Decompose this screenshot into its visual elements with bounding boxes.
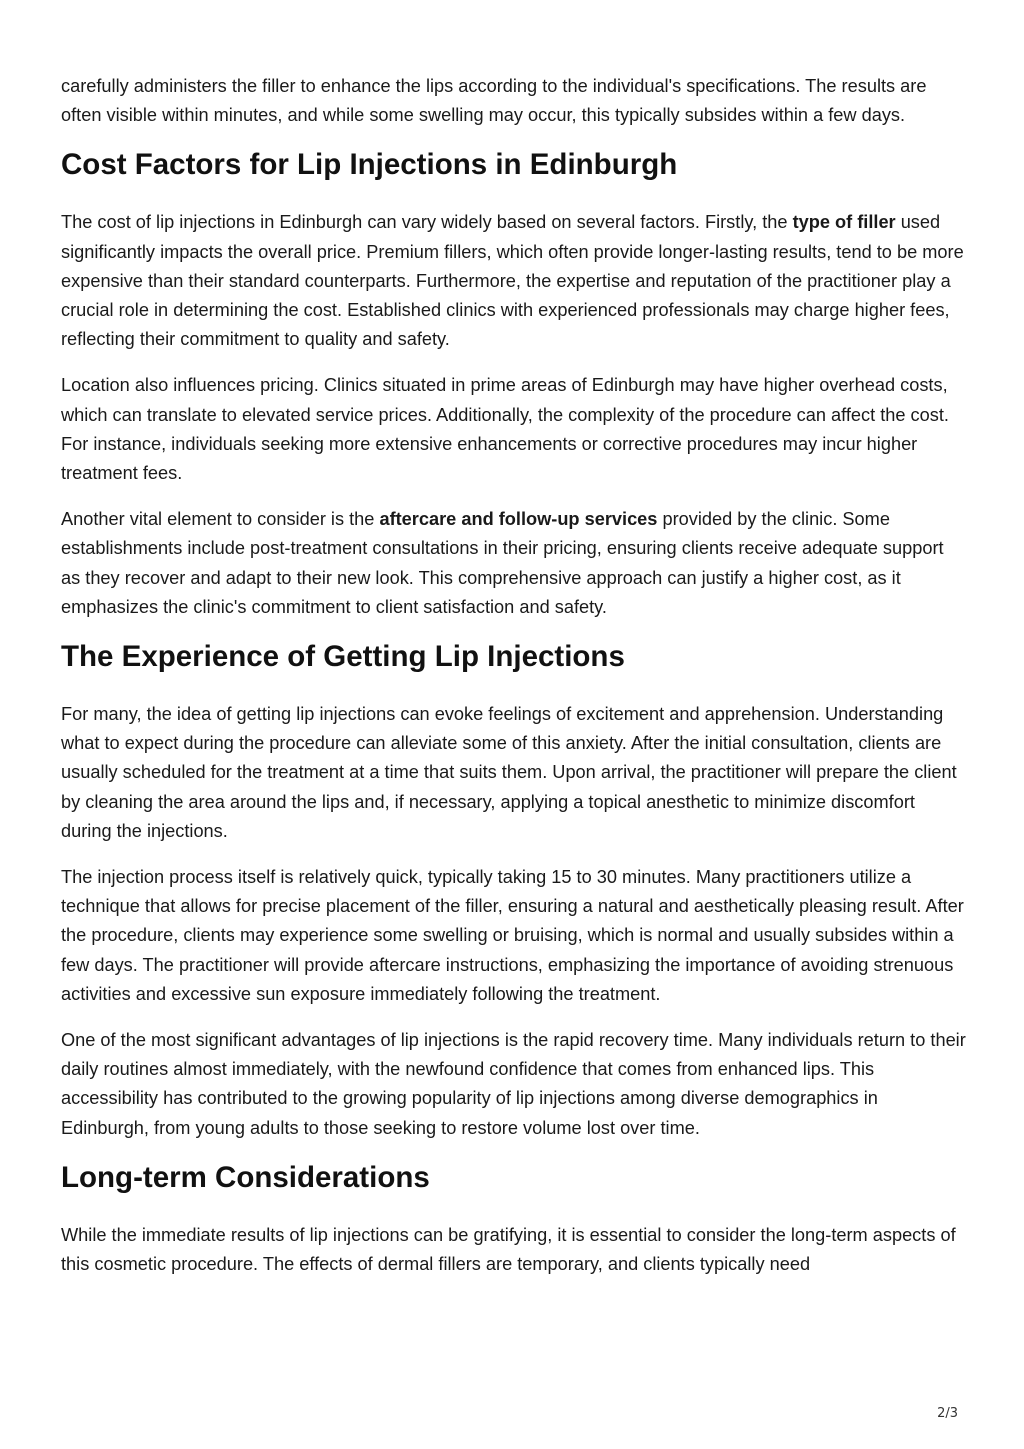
intro-paragraph: carefully administers the filler to enhance the lips according to the individual's specifications. The results are often visible within minutes, and while some swelling may occur, this typically subsides within a few days. — [61, 76, 927, 126]
bold-term: type of filler — [792, 212, 896, 233]
paragraph: The injection process itself is relatively quick, typically taking 15 to 30 minutes. Many practitioners utilize a technique that allows for precise placement of the filler, ensuring a natural and aesthetically pleasing result. After the procedure, clients may experience some swelling or bruising, which is normal and usually subsides within a few days. The practitioner will provide aftercare instructions, emphasizing the importance of avoiding strenuous activities and excessive sun exposure immediately following the treatment. — [61, 867, 964, 1004]
bold-term: aftercare and follow-up services — [379, 509, 658, 530]
section-heading-cost-factors: Cost Factors for Lip Injections in Edinburgh — [61, 148, 678, 182]
paragraph-text: provided by the clinic. Some establishments include post-treatment consultations in their pricing, ensuring clients receive adequate support as they recover and adapt to their new look. This comprehensive approach can justify a higher cost, as it emphasizes the clinic's commitment to client satisfaction and safety. — [61, 509, 944, 617]
document-body — [61, 72, 966, 1296]
section-heading-experience: The Experience of Getting Lip Injections — [61, 640, 625, 674]
paragraph: Location also influences pricing. Clinics situated in prime areas of Edinburgh may have higher overhead costs, which can translate to elevated service prices. Additionally, the complexity of the procedure can affect the cost. For instance, individuals seeking more extensive enhancements or corrective procedures may incur higher treatment fees. — [61, 375, 949, 484]
page-number: 2/3 — [937, 1406, 958, 1421]
paragraph: For many, the idea of getting lip injections can evoke feelings of excitement and apprehension. Understanding what to expect during the procedure can alleviate some of this anxiety. After the initial consultation, clients are usually scheduled for the treatment at a time that suits them. Upon arrival, the practitioner will prepare the client by cleaning the area around the lips and, if necessary, applying a topical anesthetic to minimize discomfort during the injections. — [61, 704, 957, 841]
paragraph-text: Another vital element to consider is the — [61, 509, 380, 530]
paragraph — [61, 208, 966, 354]
paragraph: While the immediate results of lip injections can be gratifying, it is essential to consider the long-term aspects of this cosmetic procedure. The effects of dermal fillers are temporary, and clients typically need — [61, 1224, 956, 1275]
paragraph — [61, 505, 966, 622]
section-heading-long-term: Long-term Considerations — [61, 1160, 430, 1194]
paragraph-text: used significantly impacts the overall price. Premium fillers, which often provide longer-lasting results, tend to be more expensive than their standard counterparts. Furthermore, the expertise and reputation of the practitioner play a crucial role in determining the cost. Established clinics with experienced professionals may charge higher fees, reflecting their commitment to quality and safety. — [61, 212, 964, 350]
paragraph: One of the most significant advantages of lip injections is the rapid recovery time. Many individuals return to their daily routines almost immediately, with the newfound confidence that comes from enhanced lips. This accessibility has contributed to the growing popularity of lip injections among diverse demographics in Edinburgh, from young adults to those seeking to restore volume lost over time. — [61, 1030, 966, 1138]
paragraph-text: The cost of lip injections in Edinburgh can vary widely based on several factors. Firstly, the — [61, 212, 793, 233]
